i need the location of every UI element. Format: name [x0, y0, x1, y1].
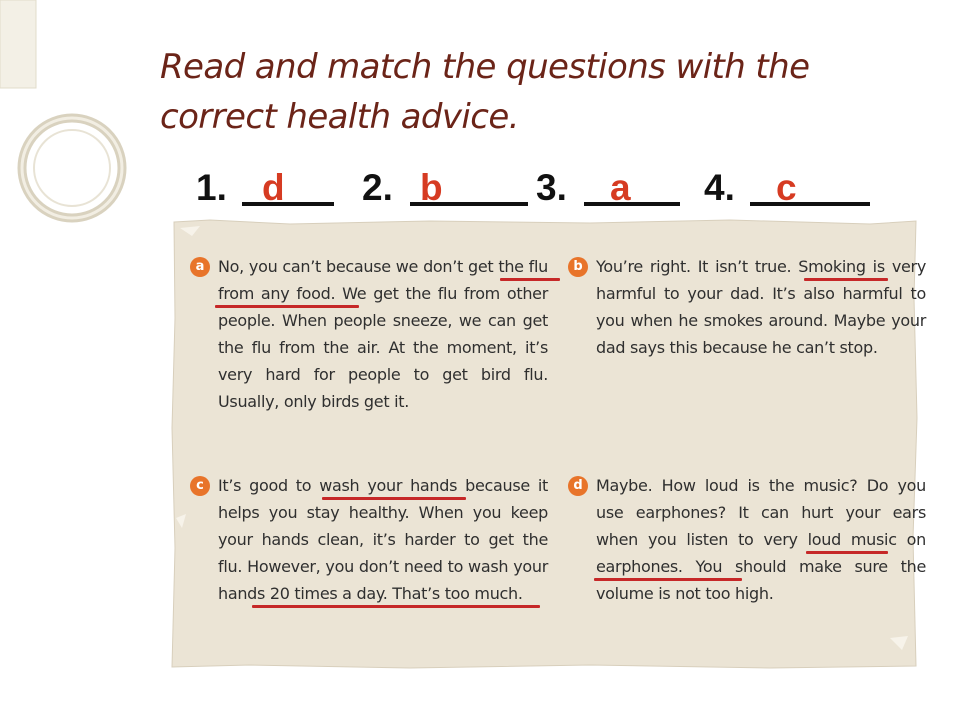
page-title: Read and match the questions with the correct health advice.: [160, 47, 810, 137]
advice-text: It’s good to wash your hands because it helps you stay healthy. When you keep your hands clean, it’s harder to get the flu. However, you don’t need to wash your hands 20 times a day. That’s too much.: [218, 476, 548, 603]
answer-number: 3.: [536, 167, 567, 208]
advice-text: No, you can’t because we don’t get the flu from any food. We get the flu from other people. When people sneeze, we can get the flu from the air. At the moment, it’s very hard for people to get bird flu. Usually, only birds get it.: [218, 257, 548, 411]
answer-number: 4.: [704, 167, 735, 208]
underline-mark: [594, 578, 742, 581]
answer-number: 1.: [196, 167, 227, 208]
answer-letter: a: [610, 167, 631, 208]
underline-mark: [500, 278, 560, 281]
underline-mark: [215, 305, 359, 308]
advice-text: You’re right. It isn’t true. Smoking is very harmful to your dad. It’s also harmful to you when he smokes around. Maybe your dad says this because he can’t stop.: [596, 257, 926, 357]
underline-mark: [322, 497, 466, 500]
badge-c: c: [190, 476, 210, 496]
underline-mark: [252, 605, 540, 608]
badge-b: b: [568, 257, 588, 277]
badge-a: a: [190, 257, 210, 277]
answer-letter: c: [776, 167, 797, 208]
corner-ring-decoration: [0, 0, 130, 240]
answer-blank: [242, 164, 334, 206]
answer-letter: d: [262, 167, 285, 208]
advice-text: Maybe. How loud is the music? Do you use earphones? It can hurt your ears when you listen to very loud music on earphones. You should make sure the volume is not too high.: [596, 476, 926, 603]
answer-blank: [750, 164, 870, 206]
underline-mark: [804, 278, 888, 281]
badge-d: d: [568, 476, 588, 496]
answer-blank: [584, 164, 680, 206]
underline-mark: [806, 551, 888, 554]
answer-letter: b: [420, 167, 443, 208]
advice-panel: [170, 218, 926, 670]
answer-number: 2.: [362, 167, 393, 208]
